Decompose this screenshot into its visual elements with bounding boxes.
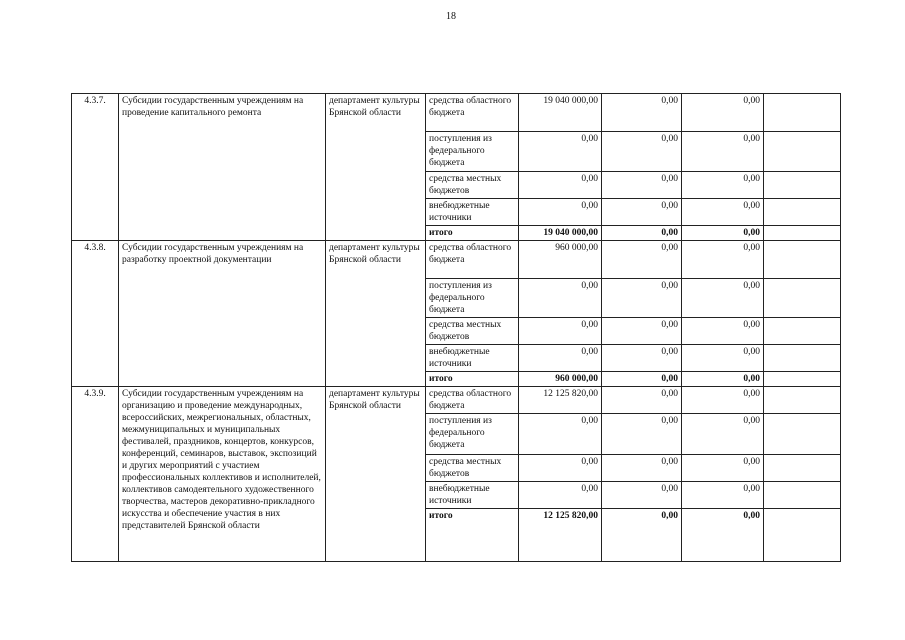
amount-cell: 0,00 bbox=[519, 455, 602, 482]
funding-source: средства местных бюджетов bbox=[426, 172, 519, 199]
amount-cell: 19 040 000,00 bbox=[519, 226, 602, 241]
table-row bbox=[72, 94, 841, 132]
empty-cell bbox=[764, 345, 841, 372]
table-body bbox=[72, 94, 841, 562]
page-number: 18 bbox=[446, 11, 456, 22]
amount-cell: 0,00 bbox=[682, 387, 764, 414]
empty-cell bbox=[764, 482, 841, 509]
amount-cell: 0,00 bbox=[602, 94, 682, 132]
amount-cell: 0,00 bbox=[682, 372, 764, 387]
funding-source: внебюджетные источники bbox=[426, 482, 519, 509]
funding-source: итого bbox=[426, 226, 519, 241]
item-name: Субсидии государственным учреждениям на проведение капитального ремонта bbox=[119, 94, 326, 241]
amount-cell: 0,00 bbox=[602, 132, 682, 172]
amount-cell: 0,00 bbox=[602, 241, 682, 279]
amount-cell: 0,00 bbox=[602, 455, 682, 482]
amount-cell: 0,00 bbox=[602, 509, 682, 562]
amount-cell: 0,00 bbox=[682, 172, 764, 199]
funding-source: поступления из федерального бюджета bbox=[426, 279, 519, 318]
funding-source: средства областного бюджета bbox=[426, 94, 519, 132]
empty-cell bbox=[764, 199, 841, 226]
funding-source: итого bbox=[426, 372, 519, 387]
amount-cell: 0,00 bbox=[682, 279, 764, 318]
amount-cell: 0,00 bbox=[682, 509, 764, 562]
amount-cell: 0,00 bbox=[602, 318, 682, 345]
funding-source: внебюджетные источники bbox=[426, 345, 519, 372]
amount-cell: 960 000,00 bbox=[519, 372, 602, 387]
amount-cell: 0,00 bbox=[682, 414, 764, 455]
amount-cell: 0,00 bbox=[519, 279, 602, 318]
amount-cell: 0,00 bbox=[682, 94, 764, 132]
amount-cell: 0,00 bbox=[682, 345, 764, 372]
amount-cell: 0,00 bbox=[682, 241, 764, 279]
funding-source: средства местных бюджетов bbox=[426, 318, 519, 345]
empty-cell bbox=[764, 94, 841, 132]
empty-cell bbox=[764, 455, 841, 482]
amount-cell: 0,00 bbox=[519, 482, 602, 509]
table-row bbox=[72, 241, 841, 279]
item-code: 4.3.7. bbox=[72, 94, 119, 241]
empty-cell bbox=[764, 372, 841, 387]
amount-cell: 0,00 bbox=[682, 226, 764, 241]
funding-source: средства областного бюджета bbox=[426, 387, 519, 414]
amount-cell: 0,00 bbox=[682, 455, 764, 482]
empty-cell bbox=[764, 132, 841, 172]
amount-cell: 0,00 bbox=[602, 414, 682, 455]
amount-cell: 0,00 bbox=[682, 318, 764, 345]
amount-cell: 0,00 bbox=[682, 132, 764, 172]
item-name: Субсидии государственным учреждениям на разработку проектной документации bbox=[119, 241, 326, 387]
amount-cell: 0,00 bbox=[602, 172, 682, 199]
amount-cell: 0,00 bbox=[519, 345, 602, 372]
funding-source: поступления из федерального бюджета bbox=[426, 414, 519, 455]
amount-cell: 0,00 bbox=[519, 132, 602, 172]
amount-cell: 19 040 000,00 bbox=[519, 94, 602, 132]
empty-cell bbox=[764, 279, 841, 318]
funding-source: итого bbox=[426, 509, 519, 562]
empty-cell bbox=[764, 172, 841, 199]
amount-cell: 0,00 bbox=[519, 414, 602, 455]
amount-cell: 0,00 bbox=[602, 372, 682, 387]
amount-cell: 0,00 bbox=[602, 387, 682, 414]
empty-cell bbox=[764, 241, 841, 279]
empty-cell bbox=[764, 414, 841, 455]
item-executor: департамент культуры Брянской области bbox=[326, 94, 426, 241]
amount-cell: 0,00 bbox=[602, 226, 682, 241]
empty-cell bbox=[764, 509, 841, 562]
empty-cell bbox=[764, 318, 841, 345]
funding-source: внебюджетные источники bbox=[426, 199, 519, 226]
funding-source: средства местных бюджетов bbox=[426, 455, 519, 482]
amount-cell: 0,00 bbox=[682, 482, 764, 509]
amount-cell: 0,00 bbox=[682, 199, 764, 226]
item-code: 4.3.9. bbox=[72, 387, 119, 562]
item-code: 4.3.8. bbox=[72, 241, 119, 387]
amount-cell: 0,00 bbox=[602, 279, 682, 318]
amount-cell: 0,00 bbox=[519, 318, 602, 345]
funding-source: поступления из федерального бюджета bbox=[426, 132, 519, 172]
amount-cell: 12 125 820,00 bbox=[519, 387, 602, 414]
item-executor: департамент культуры Брянской области bbox=[326, 241, 426, 387]
item-executor: департамент культуры Брянской области bbox=[326, 387, 426, 562]
table-row bbox=[72, 387, 841, 414]
amount-cell: 0,00 bbox=[519, 172, 602, 199]
amount-cell: 960 000,00 bbox=[519, 241, 602, 279]
empty-cell bbox=[764, 226, 841, 241]
amount-cell: 12 125 820,00 bbox=[519, 509, 602, 562]
funding-source: средства областного бюджета bbox=[426, 241, 519, 279]
item-name: Субсидии государственным учреждениям на организацию и проведение международных, всероссийских, межрегиональных, областных, межмуниципальных и муниципальных фестивалей, праздников, концертов, конкурсов, конференций, семинаров, выставок, экспозиций и других мероприятий с участием профессиональных коллективов и исполнителей, коллективов самодеятельного художественного творчества, мастеров декоративно-прикладного искусства и обеспечение участия в них представителей Брянской области bbox=[119, 387, 326, 562]
empty-cell bbox=[764, 387, 841, 414]
amount-cell: 0,00 bbox=[602, 345, 682, 372]
amount-cell: 0,00 bbox=[602, 199, 682, 226]
amount-cell: 0,00 bbox=[519, 199, 602, 226]
budget-table bbox=[71, 93, 841, 562]
amount-cell: 0,00 bbox=[602, 482, 682, 509]
